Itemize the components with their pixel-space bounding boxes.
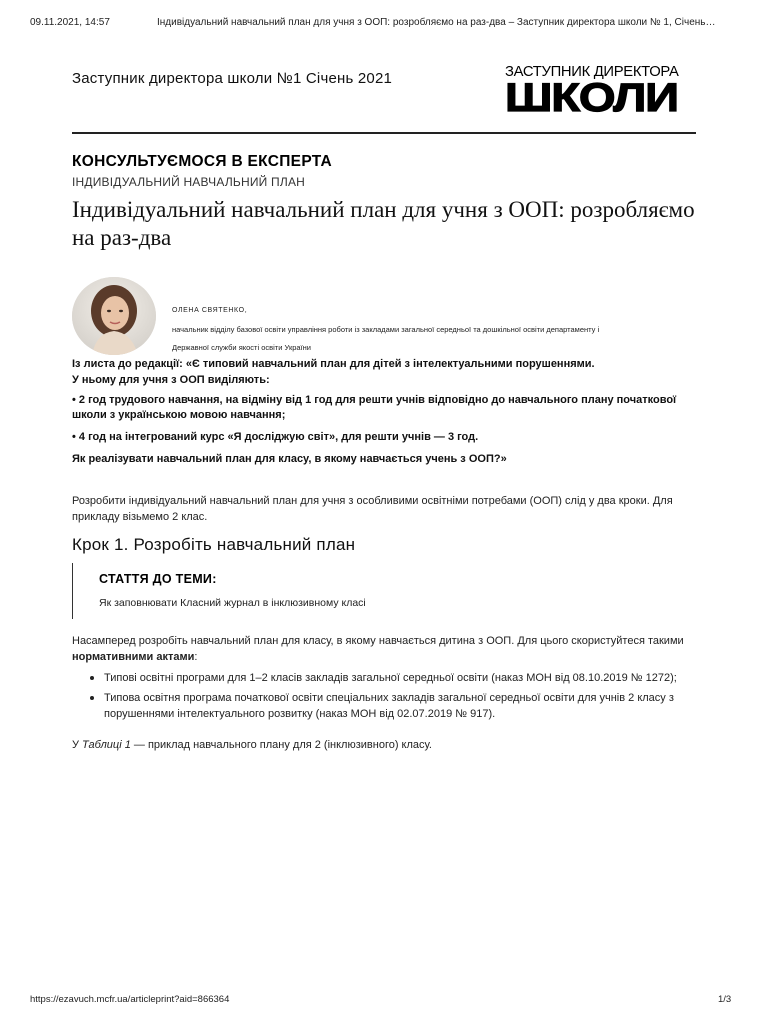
normative-acts-link[interactable]: нормативними актами: [72, 651, 195, 663]
logo-top-text: ЗАСТУПНИК ДИРЕКТОРА: [505, 64, 679, 80]
author-photo: [72, 277, 156, 355]
author-portrait-image: [72, 277, 156, 355]
letter-line-1: Із листа до редакції: «Є типовий навчальний план для дітей з інтелектуальними порушеннями.: [72, 358, 595, 370]
logo-bottom-text: ШКОЛИ: [505, 76, 678, 120]
table-note: У Таблиці 1 — приклад навчального плану для 2 (інклюзивного) класу.: [72, 739, 432, 751]
magazine-logo[interactable]: [505, 64, 700, 120]
intro-paragraph: Розробити індивідуальний навчальний план для учня з особливими освітніми потребами (ООП) слід у два кроки. Для прикладу візьмемо 2 клас.: [72, 495, 673, 523]
subrubric: ІНДИВІДУАЛЬНИЙ НАВЧАЛЬНИЙ ПЛАН: [72, 175, 306, 189]
letter-item-1: • 2 год трудового навчання, на відміну від 1 год для решти учнів відповідно до навчального плану початкової школи з українською мовою навчання;: [72, 394, 677, 421]
print-url: https://ezavuch.mcfr.ua/articleprint?aid=866364: [30, 994, 230, 1005]
related-article-title: СТАТТЯ ДО ТЕМИ:: [99, 572, 217, 586]
print-page-number: 1/3: [718, 994, 732, 1005]
print-page-title: Індивідуальний навчальний план для учня з ООП: розробляємо на раз-два – Заступник директора школи № 1, Січень…: [157, 17, 716, 28]
author-position: начальник відділу базової освіти управління роботи із закладами загальної середньої та дошкільної освіти департаменту і: [172, 325, 600, 334]
step1-heading: Крок 1. Розробіть навчальний план: [72, 535, 356, 554]
header-divider: [72, 132, 696, 134]
article-title: Індивідуальний навчальний план для учня з ООП: розробляємо на раз-два: [72, 197, 695, 250]
related-article-link[interactable]: Як заповнювати Класний журнал в інклюзивному класі: [99, 597, 366, 609]
magazine-issue: Заступник директора школи №1 Січень 2021: [72, 70, 393, 87]
normative-acts-list: [72, 670, 702, 726]
letter-question: Як реалізувати навчальний план для класу, в якому навчається учень з ООП?»: [72, 453, 507, 465]
list-item: Типова освітня програма початкової освіти спеціальних закладів загальної середньої освіти для учнів 2 класу з порушеннями інтелектуального розвитку (наказ МОН від 02.07.2019 № 917).: [72, 690, 702, 722]
normative-acts-paragraph: Насамперед розробіть навчальний план для класу, в якому навчається дитина з ООП. Для цього скористуйтеся такими нормативними актами:: [72, 635, 684, 663]
author-organization: Державної служби якості освіти України: [172, 343, 311, 352]
list-item: Типові освітні програми для 1–2 класів закладів загальної середньої освіти (наказ МОН від 08.10.2019 № 1272);: [72, 670, 702, 686]
author-name: ОЛЕНА СВЯТЕНКО,: [172, 307, 248, 314]
letter-item-2: • 4 год на інтегрований курс «Я досліджую світ», для решти учнів — 3 год.: [72, 431, 479, 443]
letter-line-2: У ньому для учня з ООП виділяють:: [72, 374, 270, 386]
related-article-box: [72, 563, 472, 619]
print-date: 09.11.2021, 14:57: [30, 17, 110, 28]
rubric: КОНСУЛЬТУЄМОСЯ В ЕКСПЕРТА: [72, 153, 333, 170]
